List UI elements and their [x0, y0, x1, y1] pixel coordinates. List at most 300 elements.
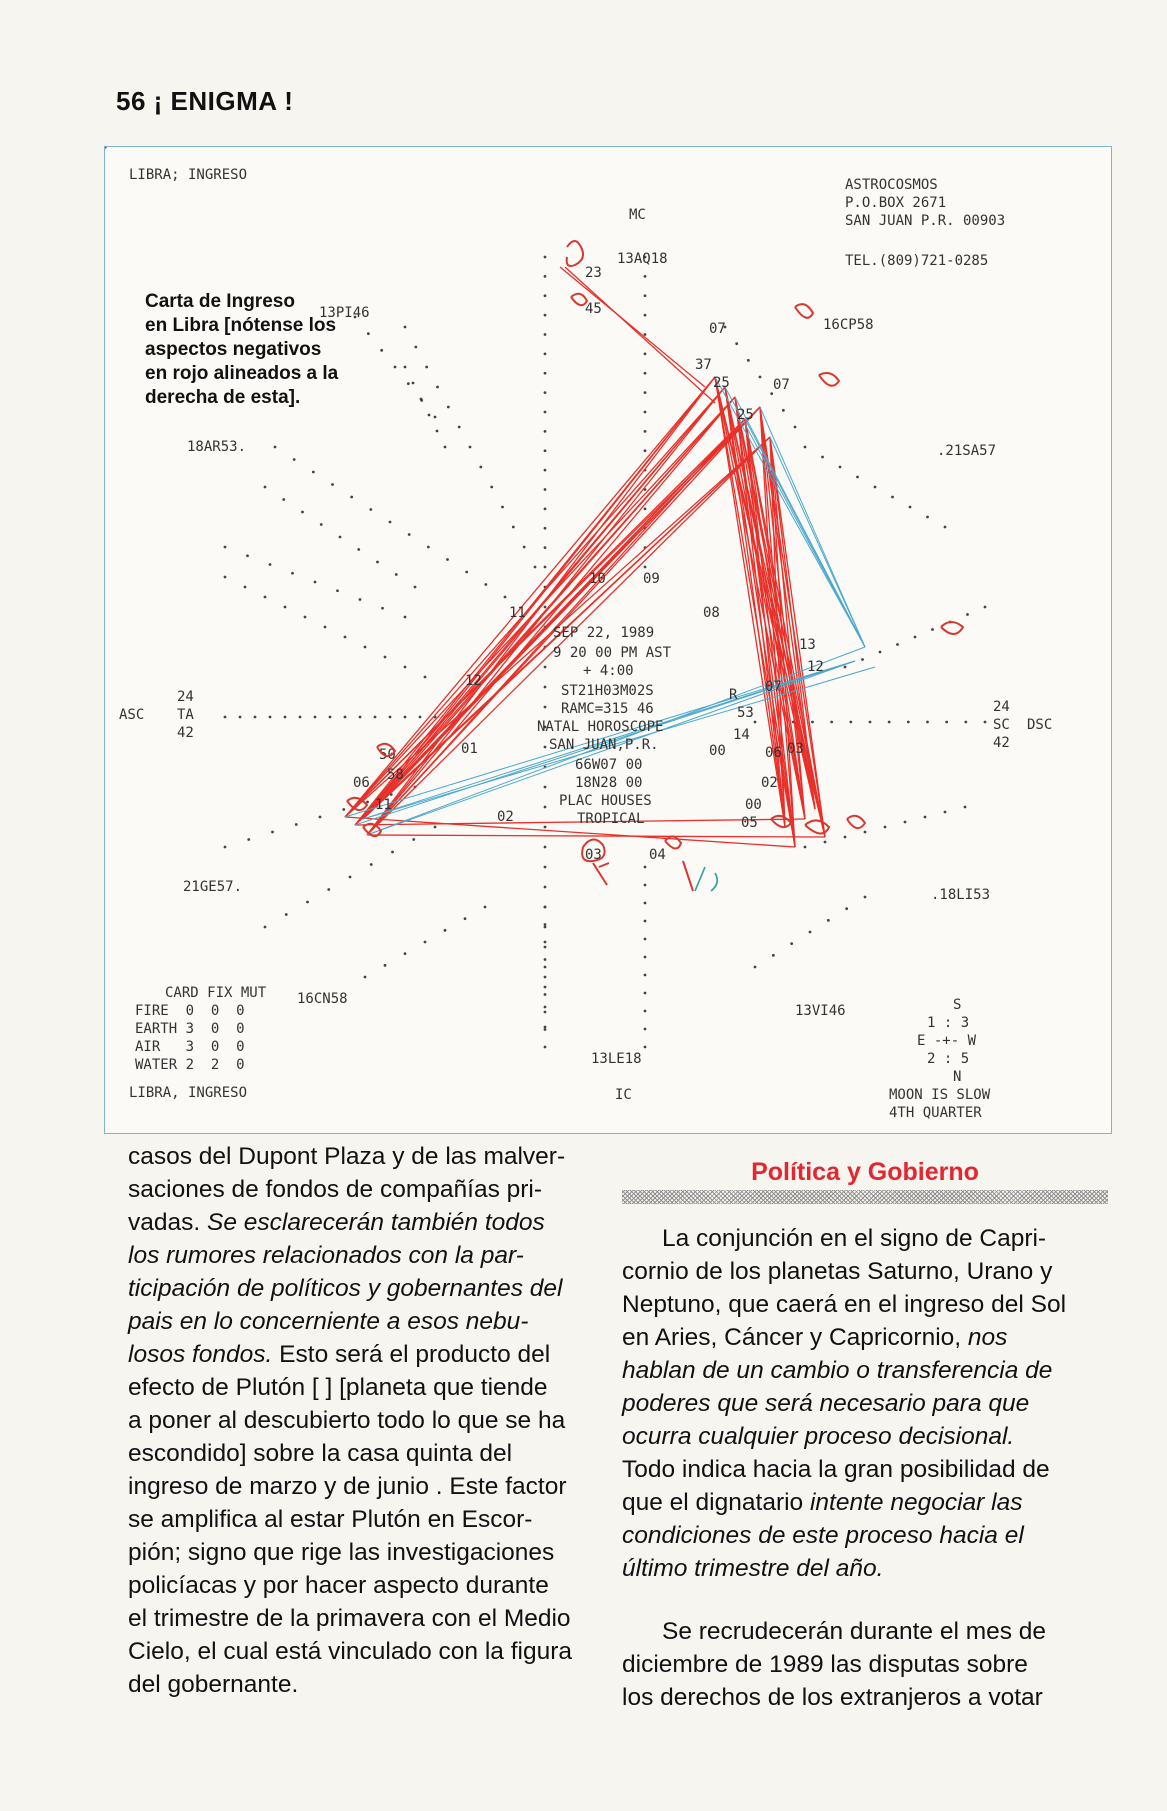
dot: [544, 1028, 547, 1031]
house-number: 09: [643, 571, 660, 587]
bottom-left-label: LIBRA, INGRESO: [129, 1085, 248, 1101]
address-line: ASTROCOSMOS: [845, 177, 938, 193]
dot: [427, 546, 430, 549]
ic-label: IC: [615, 1087, 632, 1103]
dot: [274, 446, 277, 449]
scribble: [819, 373, 839, 386]
dot: [269, 716, 272, 719]
dot: [244, 586, 247, 589]
handwritten-marks: [347, 241, 963, 891]
planet-mark: 13: [799, 637, 816, 653]
dot: [425, 366, 428, 369]
element-row: FIRE 0 0 0: [135, 1003, 245, 1019]
dot: [544, 566, 547, 569]
cusp-8: .21SA57: [937, 443, 997, 459]
dot: [544, 256, 547, 259]
text-line: último trimestre del año.: [622, 1555, 884, 1582]
moon-row2: E -+- W: [917, 1033, 977, 1049]
dot: [412, 838, 415, 841]
dot: [544, 866, 547, 869]
dot: [465, 571, 468, 574]
dot: [782, 409, 785, 412]
cusp-ic: 13LE18: [591, 1051, 642, 1067]
dot: [314, 581, 317, 584]
caption-line: derecha de esta].: [145, 387, 301, 408]
moon-s: S: [953, 997, 962, 1013]
element-table-header: CARD FIX MUT: [165, 985, 267, 1001]
dot: [381, 607, 384, 610]
planet-mark: 03: [787, 741, 804, 757]
asc-degree: 24: [177, 689, 194, 705]
dot: [424, 676, 427, 679]
dot: [544, 746, 547, 749]
text-line: Cielo, el cual está vinculado con la figura: [128, 1638, 572, 1665]
text-line: pais en lo concerniente a esos nebu-: [128, 1308, 529, 1335]
dot: [772, 954, 775, 957]
dot: [644, 314, 647, 317]
dot: [544, 1026, 547, 1029]
dot: [384, 964, 387, 967]
dot: [754, 721, 757, 724]
dot: [644, 902, 647, 905]
dot: [844, 836, 847, 839]
dot: [904, 821, 907, 824]
dot: [644, 992, 647, 995]
dot: [544, 826, 547, 829]
dot: [434, 826, 437, 829]
dot: [395, 573, 398, 576]
dot: [224, 576, 227, 579]
scribble: [795, 304, 813, 318]
dot: [544, 926, 547, 929]
planet-mark: 12: [807, 659, 824, 675]
dot: [284, 606, 287, 609]
text-line: La conjunción en el signo de Capri-: [662, 1225, 1047, 1252]
planet-mark: 14: [733, 727, 750, 743]
dot: [644, 449, 647, 452]
planet-mark: 58: [387, 767, 404, 783]
dot: [428, 414, 431, 417]
dot: [849, 721, 852, 724]
caption-line: Carta de Ingreso: [145, 291, 295, 312]
dot: [412, 382, 415, 385]
dot: [380, 349, 383, 352]
house-number: 08: [703, 605, 720, 621]
dot: [544, 886, 547, 889]
dot: [544, 958, 547, 961]
aspect-line: [345, 387, 725, 817]
dot: [804, 846, 807, 849]
dot: [224, 546, 227, 549]
dot: [811, 721, 814, 724]
dot: [469, 446, 472, 449]
left-column: [128, 1140, 584, 1701]
dot: [327, 888, 330, 891]
dot: [544, 806, 547, 809]
dot: [747, 359, 750, 362]
center-line: SEP 22, 1989: [553, 625, 655, 641]
dot: [444, 446, 447, 449]
dot: [544, 966, 547, 969]
dot: [879, 651, 882, 654]
dot: [830, 721, 833, 724]
house-number: 05: [741, 815, 758, 831]
dot: [320, 523, 323, 526]
dot: [644, 938, 647, 941]
aspect-line: [735, 397, 785, 827]
dot: [926, 721, 929, 724]
dot: [856, 476, 859, 479]
section-title: Política y Gobierno: [751, 1158, 979, 1186]
dot: [544, 352, 547, 355]
dot: [884, 826, 887, 829]
dot: [821, 456, 824, 459]
dot: [544, 686, 547, 689]
dsc-minute: 42: [993, 735, 1010, 751]
dot: [824, 841, 827, 844]
dot: [544, 976, 547, 979]
dot: [926, 516, 929, 519]
dot: [370, 863, 373, 866]
house-number: 12: [465, 673, 482, 689]
planet-mark: 00: [745, 797, 762, 813]
dot: [246, 554, 249, 557]
text-line: escondido] sobre la casa quinta del: [128, 1440, 513, 1467]
planet-mark: 00: [709, 743, 726, 759]
dot: [864, 831, 867, 834]
dot: [299, 716, 302, 719]
dot: [644, 430, 647, 433]
text-line: casos del Dupont Plaza y de las malver-: [128, 1143, 566, 1170]
dot: [544, 846, 547, 849]
dot: [224, 846, 227, 849]
dot: [544, 314, 547, 317]
dot: [295, 823, 298, 826]
dot: [984, 606, 987, 609]
planet-mark: 23: [585, 265, 602, 281]
dot: [544, 507, 547, 510]
dot: [644, 372, 647, 375]
dot: [391, 851, 394, 854]
cusp-2: 21GE57.: [183, 879, 243, 895]
planet-mark: 45: [585, 301, 602, 317]
planet-mark: 07: [773, 377, 790, 393]
scribble: [567, 241, 583, 266]
dot: [414, 586, 417, 589]
dot: [827, 919, 830, 922]
cusp-9: 16CP58: [823, 317, 874, 333]
aspect-line: [367, 835, 825, 837]
scribble: [593, 863, 609, 885]
dot: [790, 942, 793, 945]
center-line: RAMC=315 46: [561, 701, 654, 717]
planet-mark: 06: [353, 775, 370, 791]
scribble: [805, 820, 829, 833]
moon-n: N: [953, 1069, 962, 1085]
dot: [364, 646, 367, 649]
chart-caption: [145, 291, 339, 408]
scribble: [941, 622, 963, 634]
dot: [367, 332, 370, 335]
magazine-title: ¡ ENIGMA !: [153, 86, 294, 116]
aspect-line: [345, 407, 760, 817]
dot: [271, 831, 274, 834]
scribble: [665, 836, 693, 891]
dot: [534, 566, 537, 569]
text-line: los derechos de los extranjeros a votar: [622, 1684, 1043, 1711]
dot: [644, 974, 647, 977]
dot: [350, 496, 353, 499]
dot: [888, 721, 891, 724]
moon-line1: MOON IS SLOW: [889, 1087, 991, 1103]
dot: [984, 721, 987, 724]
caption-line: aspectos negativos: [145, 339, 322, 360]
center-line: PLAC HOUSES: [559, 793, 652, 809]
dot: [458, 426, 461, 429]
text-line: diciembre de 1989 las disputas sobre: [622, 1651, 1028, 1678]
center-line: 66W07 00: [575, 757, 643, 773]
aspect-line: [345, 397, 735, 817]
dot: [264, 596, 267, 599]
dot: [284, 716, 287, 719]
dot: [644, 956, 647, 959]
dot: [484, 583, 487, 586]
dot: [844, 666, 847, 669]
dot: [864, 896, 867, 899]
dot: [490, 486, 493, 489]
dot: [291, 572, 294, 575]
dot: [544, 430, 547, 433]
dot: [945, 721, 948, 724]
text-line: pión; signo que rige las investigaciones: [128, 1539, 555, 1566]
dot: [369, 508, 372, 511]
dot: [404, 616, 407, 619]
address-line: SAN JUAN P.R. 00903: [845, 213, 1006, 229]
dot: [324, 626, 327, 629]
text-line: poderes que será necesario para que: [622, 1390, 1030, 1417]
text-line: policíacas y por hacer aspecto durante: [128, 1572, 549, 1599]
page-number: 56: [116, 86, 146, 116]
page-header: [116, 86, 293, 117]
dot: [404, 716, 407, 719]
dot: [344, 636, 347, 639]
moon-line2: 4TH QUARTER: [889, 1105, 982, 1121]
dot: [544, 706, 547, 709]
dot: [523, 546, 526, 549]
dot: [544, 333, 547, 336]
dot: [384, 656, 387, 659]
dot: [891, 496, 894, 499]
dot: [336, 589, 339, 592]
dot: [544, 1046, 547, 1049]
dot: [342, 808, 345, 811]
dot: [512, 526, 515, 529]
dot: [544, 993, 547, 996]
text-line: ticipación de políticos y gobernantes del: [128, 1275, 563, 1302]
dot: [644, 920, 647, 923]
planet-mark: 25: [737, 407, 754, 423]
cusp-3: 16CN58: [297, 991, 348, 1007]
dot: [644, 1028, 647, 1031]
scribble: [847, 816, 865, 828]
dot: [964, 721, 967, 724]
dot: [407, 382, 410, 385]
house-number: 07: [765, 679, 782, 695]
scribble: [571, 294, 587, 305]
dot: [404, 366, 407, 369]
cusp-mc: 13AQ18: [617, 251, 668, 267]
dsc-degree: 24: [993, 699, 1010, 715]
text-line: del gobernante.: [128, 1671, 299, 1698]
house-number: 11: [509, 605, 526, 621]
dot: [331, 483, 334, 486]
dot: [408, 533, 411, 536]
dot: [544, 946, 547, 949]
house-number: 04: [649, 847, 666, 863]
aspect-line: [565, 267, 715, 403]
dot: [644, 1010, 647, 1013]
element-row: AIR 3 0 0: [135, 1039, 245, 1055]
aspect-line: [345, 377, 715, 817]
planet-mark: 50: [379, 747, 396, 763]
address-line: P.O.BOX 2671: [845, 195, 947, 211]
dot: [376, 561, 379, 564]
horoscope-chart: [104, 146, 1112, 1134]
right-column: [622, 1222, 1108, 1714]
dot: [931, 628, 934, 631]
text-line: losos fondos. Esto será el producto del: [128, 1341, 551, 1368]
dot: [644, 391, 647, 394]
dot: [896, 643, 899, 646]
dot: [364, 976, 367, 979]
text-line: el trimestre de la primavera con el Medio: [128, 1605, 571, 1632]
planet-mark: 02: [761, 775, 778, 791]
chart-center-data: [537, 625, 672, 827]
dot: [314, 716, 317, 719]
dot: [544, 941, 547, 944]
aspect-line: [560, 267, 705, 387]
asc-sign: TA: [177, 707, 194, 723]
house-number: 01: [461, 741, 478, 757]
dot: [544, 666, 547, 669]
text-line: hablan de un cambio o transferencia de: [622, 1357, 1053, 1384]
address-block: [845, 177, 1005, 269]
dot: [544, 546, 547, 549]
text-line: se amplifica al estar Plutón en Escor-: [128, 1506, 533, 1533]
dot: [909, 506, 912, 509]
dot: [264, 926, 267, 929]
dot: [759, 376, 762, 379]
dot: [644, 333, 647, 336]
dot: [544, 606, 547, 609]
scribble: [695, 867, 717, 891]
dot: [301, 511, 304, 514]
cusp-12: 18AR53.: [187, 439, 247, 455]
center-line: ST21H03M02S: [561, 683, 654, 699]
dot: [544, 1011, 547, 1014]
dot: [544, 449, 547, 452]
dot: [264, 486, 267, 489]
dot: [479, 466, 482, 469]
scribble: [771, 816, 791, 827]
text-line: los rumores relacionados con la par-: [128, 1242, 524, 1269]
dot: [436, 386, 439, 389]
element-row: EARTH 3 0 0: [135, 1021, 245, 1037]
dot: [544, 372, 547, 375]
dot: [644, 411, 647, 414]
dot: [644, 275, 647, 278]
dot: [644, 1046, 647, 1049]
dot: [804, 446, 807, 449]
dot: [339, 536, 342, 539]
planet-mark: 07: [709, 321, 726, 337]
dot: [861, 658, 864, 661]
dot: [420, 398, 423, 401]
text-line: a poner al descubierto todo lo que se ha: [128, 1407, 566, 1434]
dot: [329, 716, 332, 719]
asc-label: ASC: [119, 707, 145, 723]
planet-mark: R: [729, 687, 738, 703]
dot: [544, 786, 547, 789]
dot: [304, 616, 307, 619]
center-line: 9 20 00 PM AST: [553, 645, 672, 661]
text-line: efecto de Plutón [ ] [planeta que tiende: [128, 1374, 548, 1401]
text-line: cornio de los planetas Saturno, Urano y: [622, 1258, 1053, 1285]
dot: [424, 941, 427, 944]
dot: [869, 721, 872, 724]
dot: [349, 876, 352, 879]
dot: [754, 966, 757, 969]
dot: [544, 986, 547, 989]
center-line: 18N28 00: [575, 775, 643, 791]
cusp-11: 13PI46: [319, 305, 370, 321]
dot: [845, 907, 848, 910]
dot: [239, 716, 242, 719]
dot: [434, 416, 437, 419]
dot: [504, 596, 507, 599]
dot: [944, 811, 947, 814]
planet-mark: 11: [375, 797, 392, 813]
dot: [254, 716, 257, 719]
text-line: saciones de fondos de compañías pri-: [128, 1176, 543, 1203]
asc-minute: 42: [177, 725, 194, 741]
dot: [924, 816, 927, 819]
dot: [282, 498, 285, 501]
dot: [544, 411, 547, 414]
dot: [874, 486, 877, 489]
dot: [319, 816, 322, 819]
text-line: ingreso de marzo y de junio . Este factor: [128, 1473, 567, 1500]
dot: [966, 613, 969, 616]
dot: [374, 716, 377, 719]
dot: [544, 488, 547, 491]
house-number: 02: [497, 809, 514, 825]
dot: [293, 458, 296, 461]
dot: [644, 507, 647, 510]
dot: [312, 471, 315, 474]
dot: [794, 426, 797, 429]
text-line: Todo indica hacia la gran posibilidad de: [622, 1456, 1050, 1483]
caption-line: en Libra [nótense los: [145, 315, 337, 336]
center-line: TROPICAL: [577, 811, 645, 827]
dot: [446, 558, 449, 561]
caption-line: en rojo alineados a la: [145, 363, 339, 384]
text-line: en Aries, Cáncer y Capricornio, nos: [622, 1324, 1008, 1351]
dot: [404, 952, 407, 955]
center-line: NATAL HOROSCOPE: [537, 719, 664, 735]
dot: [501, 506, 504, 509]
dot: [544, 469, 547, 472]
